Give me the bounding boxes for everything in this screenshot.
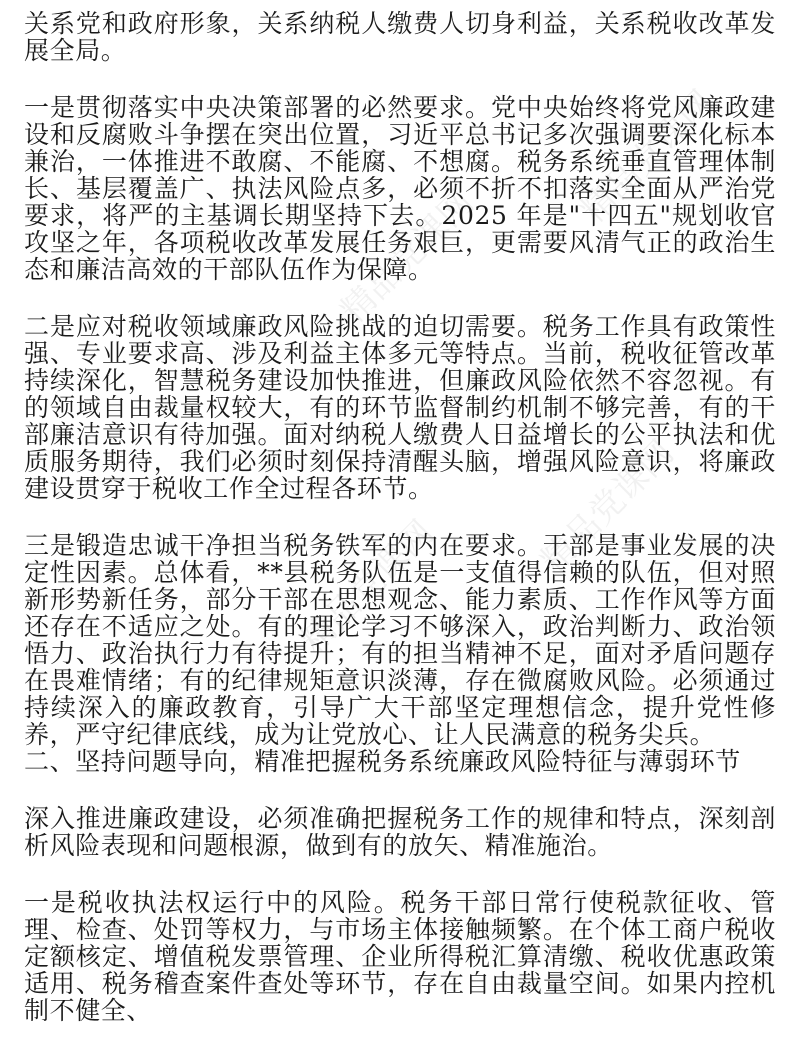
paragraph-section-intro: 深入推进廉政建设，必须准确把握税务工作的规律和特点，深刻剖析风险表现和问题根源，做到有的放矢、精准施治。 [24, 804, 776, 860]
paragraph-point-three: 三是锻造忠诚干净担当税务铁军的内在要求。干部是事业发展的决定性因素。总体看，**县税务队伍是一支值得信赖的队伍，但对照新形势新任务，部分干部在思想观念、能力素质、工作作风等方面还存在不适应之处。有的理论学习不够深入，政治判断力、政治领悟力、政治执行力有待提升；有的担当精神不足，面对矛盾问题存在畏难情绪；有的纪律规矩意识淡薄，存在微腐败风险。必须通过持续深入的廉政教育，引导广大干部坚定理想信念，提升党性修养，严守纪律底线，成为让党放心、让人民满意的税务尖兵。 [24, 531, 776, 749]
paragraph-point-two: 二是应对税收领域廉政风险挑战的迫切需要。税务工作具有政策性强、专业要求高、涉及利益主体多元等特点。当前，税收征管改革持续深化，智慧税务建设加快推进，但廉政风险依然不容忽视。有的领域自由裁量权较大，有的环节监督制约机制不够完善，有的干部廉洁意识有待加强。面对纳税人缴费人日益增长的公平执法和优质服务期待，我们必须时刻保持清醒头脑，增强风险意识，将廉政建设贯穿于税收工作全过程各环节。 [24, 312, 776, 503]
watermark: 精品党课网 [333, 182, 482, 332]
watermark: 精品党课网 [293, 512, 442, 662]
document-body [24, 0, 776, 1054]
watermark: 精品党课网 [533, 432, 682, 582]
paragraph-risk-one: 一是税收执法权运行中的风险。税务干部日常行使税款征收、管理、检查、处罚等权力，与市场主体接触频繁。在个体工商户税收定额核定、增值税发票管理、企业所得税汇算清缴、税收优惠政策适用、税务稽查案件查处等环节，存在自由裁量空间。如果内控机制不健全、 [24, 888, 776, 1025]
paragraph-point-one: 一是贯彻落实中央决策部署的必然要求。党中央始终将党风廉政建设和反腐败斗争摆在突出位置，习近平总书记多次强调要深化标本兼治，一体推进不敢腐、不能腐、不想腐。税务系统垂直管理体制长、基层覆盖广、执法风险点多，必须不折不扣落实全面从严治党要求，将严的主基调长期坚持下去。2025 年是"十四五"规划收官攻坚之年，各项税收改革发展任务艰巨，更需要风清气正的政治生态和廉洁高效的干部队伍作为保障。 [24, 93, 776, 284]
paragraph-intro-end: 关系党和政府形象，关系纳税人缴费人切身利益，关系税收改革发展全局。 [24, 9, 776, 65]
watermark: 精品党课网 [573, 82, 722, 232]
section-heading-two: 二、坚持问题导向，精准把握税务系统廉政风险特征与薄弱环节 [24, 747, 741, 776]
